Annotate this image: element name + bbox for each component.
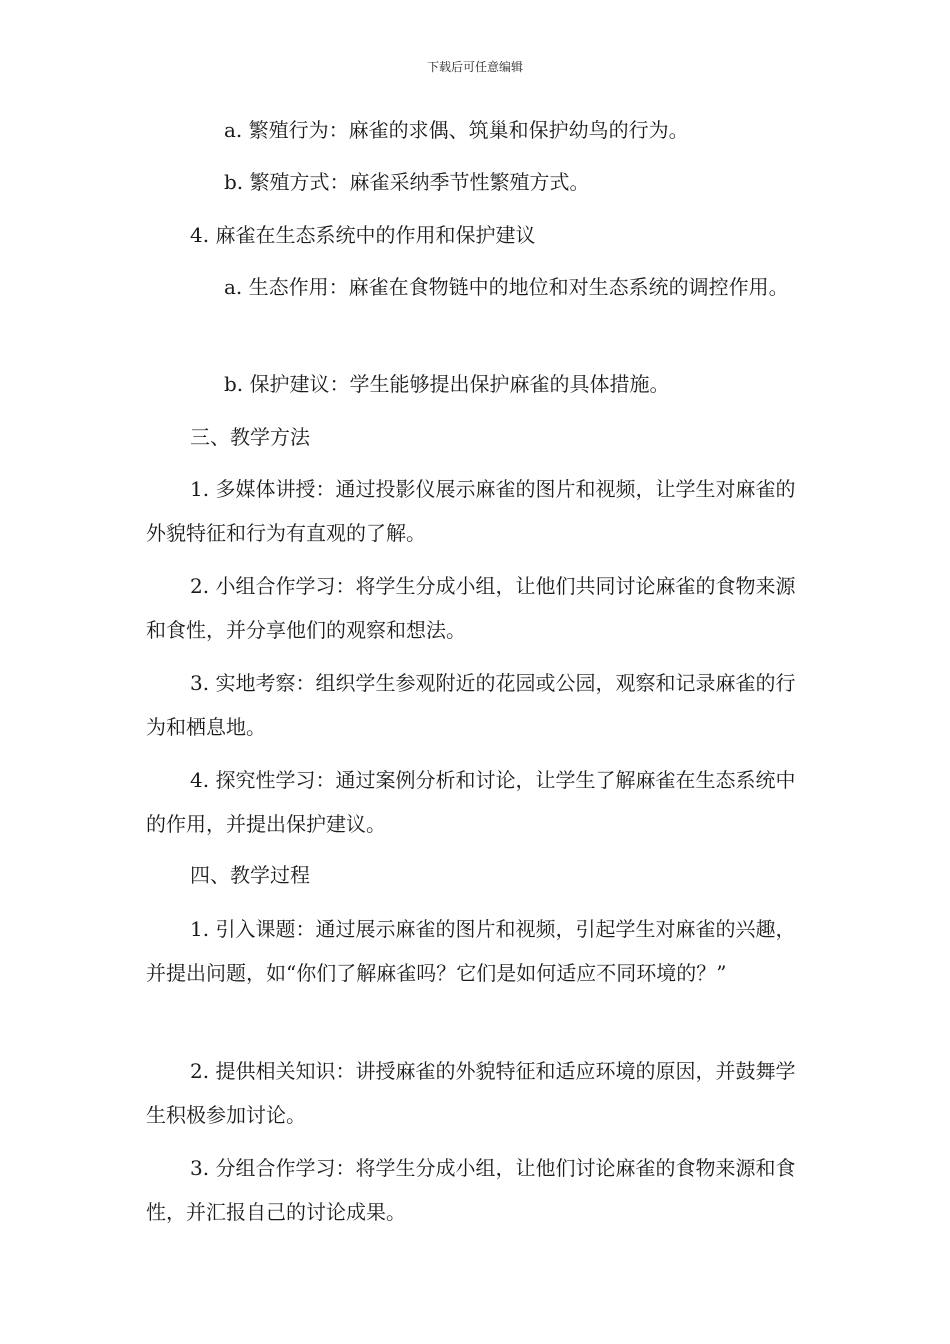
paragraph-inquiry-learning: 4. 探究性学习：通过案例分析和讨论，让学生了解麻雀在生态系统中的作用，并提出保护建议。 bbox=[146, 768, 796, 836]
paragraph-introduce-topic: 1. 引入课题：通过展示麻雀的图片和视频，引起学生对麻雀的兴趣，并提出问题，如“你们了解麻雀吗？它们是如何适应不同环境的？” bbox=[146, 917, 796, 985]
section-heading-teaching-methods: 三、教学方法 bbox=[190, 425, 310, 449]
paragraph-breeding-method: b. 繁殖方式：麻雀采纳季节性繁殖方式。 bbox=[224, 170, 590, 194]
paragraph-group-cooperation: 3. 分组合作学习：将学生分成小组，让他们讨论麻雀的食物来源和食性，并汇报自己的讨论成果。 bbox=[146, 1156, 796, 1224]
paragraph-ecological-role: a. 生态作用：麻雀在食物链中的地位和对生态系统的调控作用。 bbox=[224, 275, 789, 299]
paragraph-provide-knowledge: 2. 提供相关知识：讲授麻雀的外貌特征和适应环境的原因，并鼓舞学生积极参加讨论。 bbox=[146, 1059, 796, 1127]
section-heading-teaching-process: 四、教学过程 bbox=[190, 863, 310, 887]
paragraph-multimedia-teaching: 1. 多媒体讲授：通过投影仪展示麻雀的图片和视频，让学生对麻雀的外貌特征和行为有直观的了解。 bbox=[146, 477, 796, 545]
paragraph-protection-advice: b. 保护建议：学生能够提出保护麻雀的具体措施。 bbox=[224, 372, 670, 396]
paragraph-breeding-behavior: a. 繁殖行为：麻雀的求偶、筑巢和保护幼鸟的行为。 bbox=[224, 118, 689, 142]
paragraph-item-4-heading: 4. 麻雀在生态系统中的作用和保护建议 bbox=[190, 223, 536, 247]
paragraph-field-study: 3. 实地考察：组织学生参观附近的花园或公园，观察和记录麻雀的行为和栖息地。 bbox=[146, 671, 796, 739]
page-header: 下载后可任意编辑 bbox=[426, 60, 523, 74]
paragraph-group-learning: 2. 小组合作学习：将学生分成小组，让他们共同讨论麻雀的食物来源和食性，并分享他们的观察和想法。 bbox=[146, 574, 796, 642]
